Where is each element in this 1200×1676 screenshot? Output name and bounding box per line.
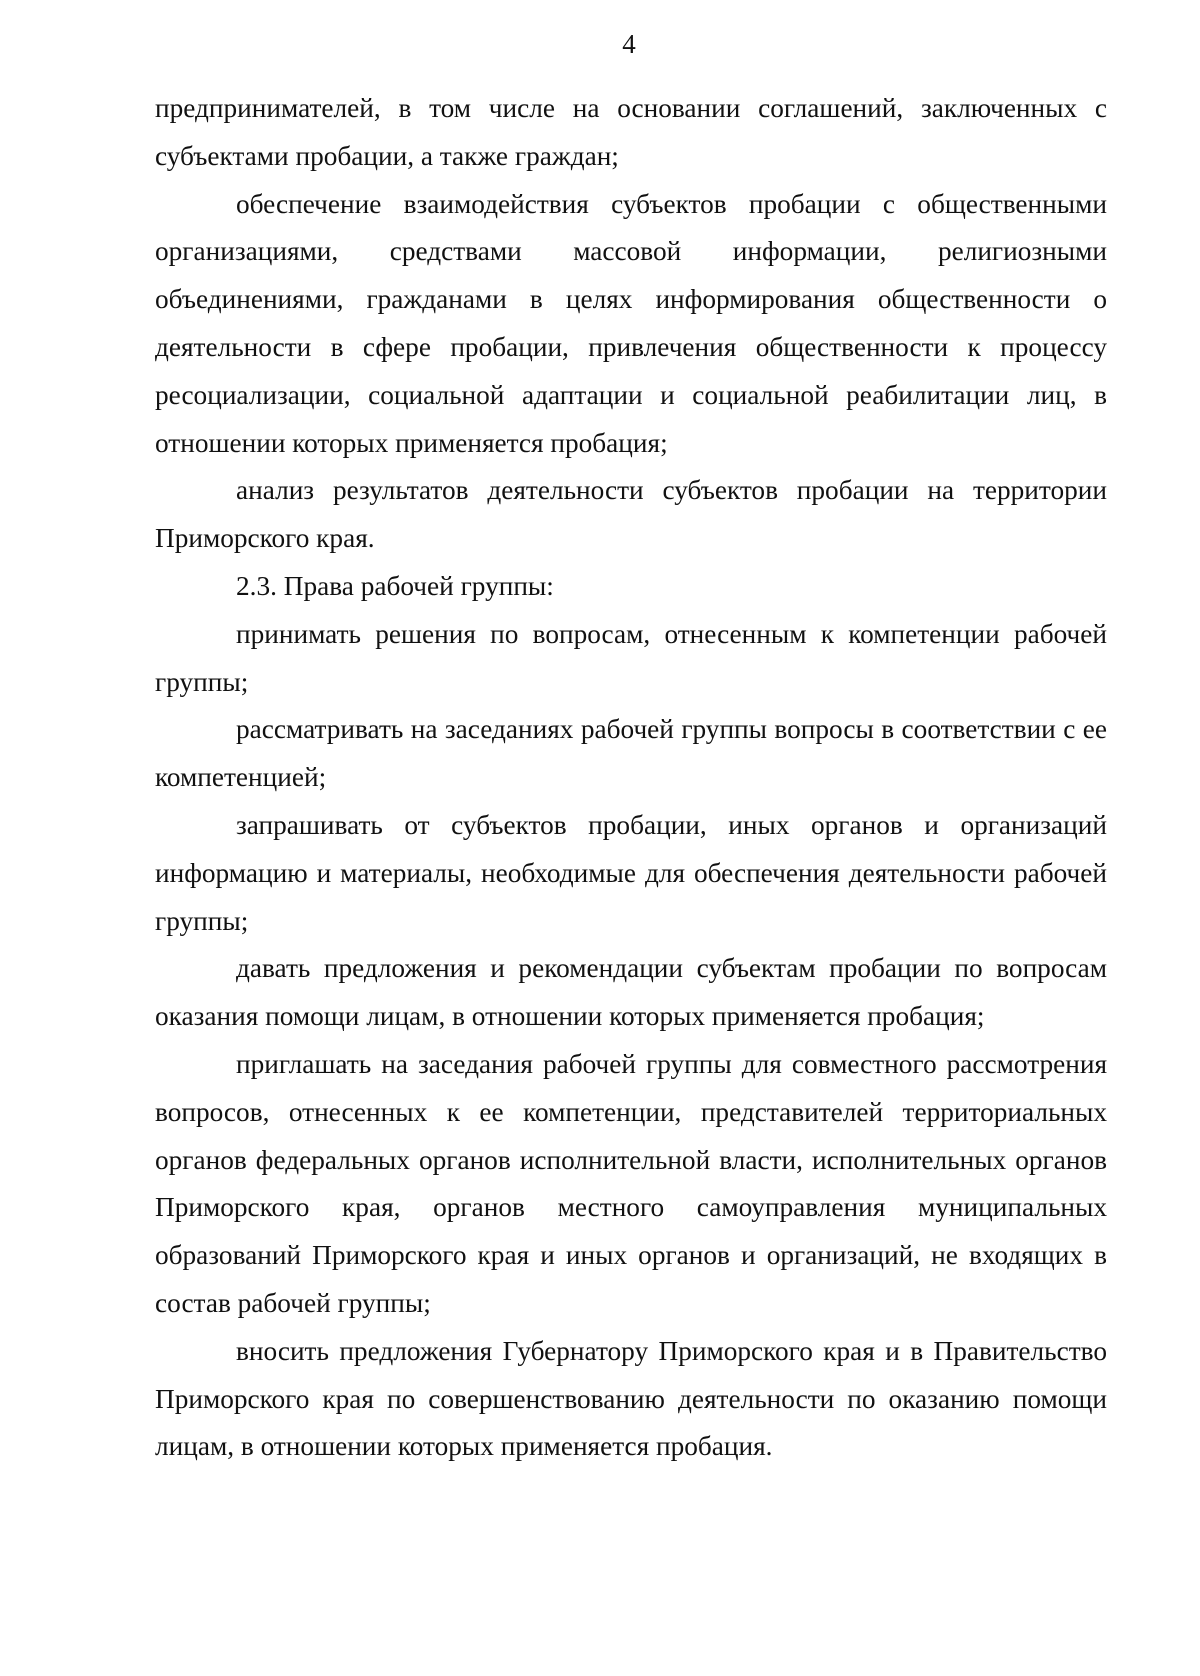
document-body [155,85,1107,1471]
paragraph-continuation: предпринимателей, в том числе на основании соглашений, заключенных с субъектами пробации, а также граждан; [155,93,1107,171]
paragraph-decisions: принимать решения по вопросам, отнесенным к компетенции рабочей группы; [155,618,1107,697]
paragraph-interaction: обеспечение взаимодействия субъектов пробации с общественными организациями, средствами массовой информации, религиозными объединениями, гражданами в целях информирования общественности о деятельности в сфере пробации, привлечения общественности к процессу ресоциализации, социальной адаптации и социальной реабилитации лиц, в отношении которых применяется пробация; [155,188,1107,458]
paragraph-analysis: анализ результатов деятельности субъектов пробации на территории Приморского края. [155,475,1107,554]
paragraph-governor-proposals: вносить предложения Губернатору Приморского края и в Правительство Приморского края по совершенствованию деятельности по оказанию помощи лицам, в отношении которых применяется пробация. [155,1335,1107,1462]
section-heading-rights: 2.3. Права рабочей группы: [236,570,554,601]
paragraph-meetings: рассматривать на заседаниях рабочей группы вопросы в соответствии с ее компетенцией; [155,714,1107,793]
page-number: 4 [622,29,636,59]
paragraph-requests: запрашивать от субъектов пробации, иных органов и организаций информацию и материалы, необходимые для обеспечения деятельности рабочей группы; [155,809,1107,936]
paragraph-proposals: давать предложения и рекомендации субъектам пробации по вопросам оказания помощи лицам, в отношении которых применяется пробация; [155,953,1107,1032]
paragraph-invitations: приглашать на заседания рабочей группы для совместного рассмотрения вопросов, отнесенных к ее компетенции, представителей территориальных органов федеральных органов исполнительной власти, исполнительных органов Приморского края, органов местного самоуправления муниципальных образований Приморского края и иных органов и организаций, не входящих в состав рабочей группы; [155,1048,1107,1318]
